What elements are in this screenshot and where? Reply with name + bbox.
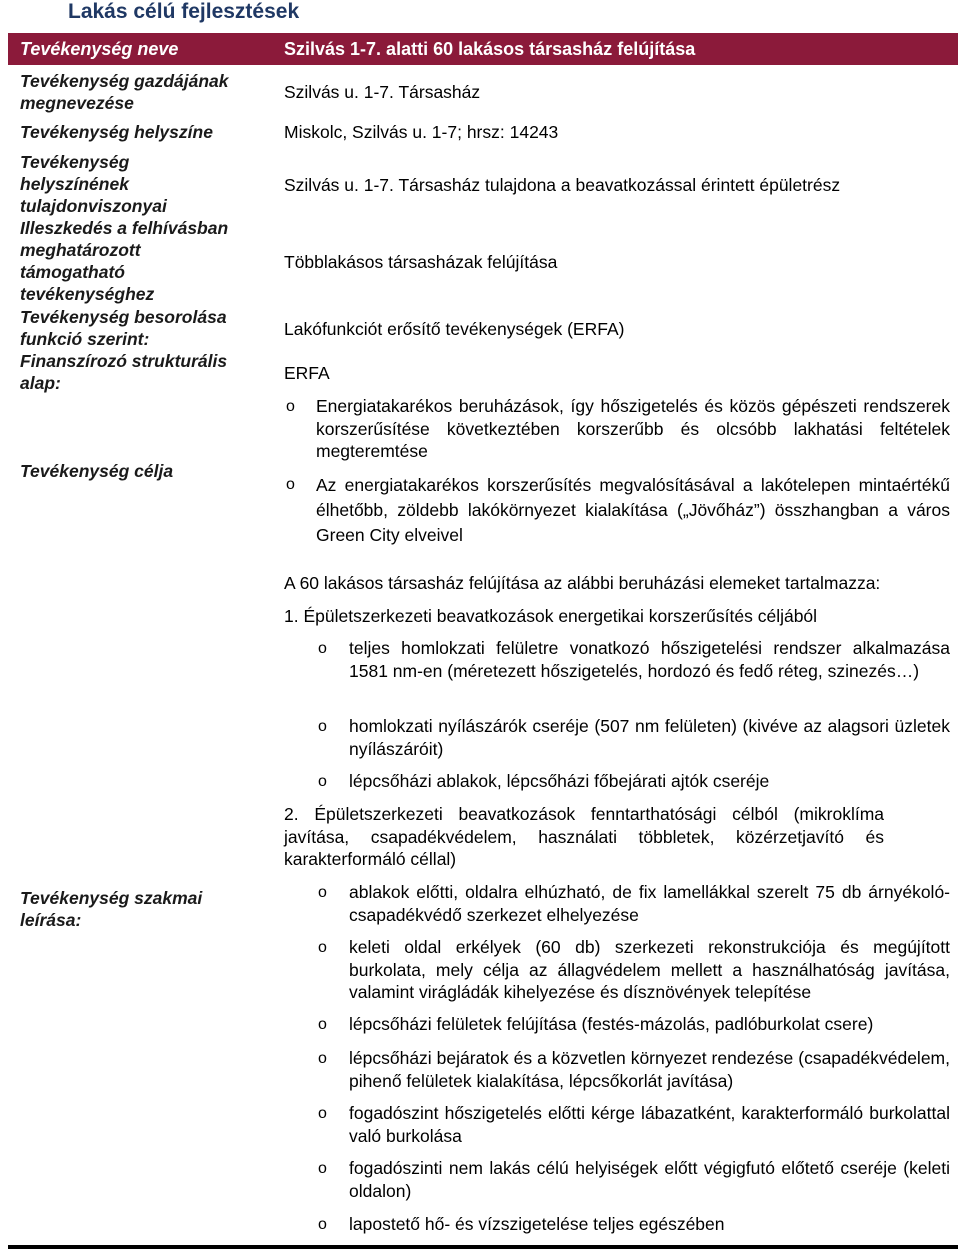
activity-name-value: Szilvás 1-7. alatti 60 lakásos társasház felújítása — [284, 39, 696, 59]
bullet-marker: o — [286, 476, 295, 493]
page-title: Lakás célú fejlesztések — [68, 0, 300, 23]
section-2-item: ablakok előtti, oldalra elhúzható, de fix lamellákkal szerelt 75 db árnyékoló-csapadékvédő szerkezet elhelyezése — [349, 882, 950, 925]
class-value: Lakófunkciót erősítő tevékenységek (ERFA) — [284, 319, 625, 339]
bullet-marker: o — [318, 939, 327, 956]
goal-bullet: Az energiatakarékos korszerűsítés megvalósításával a lakótelepen mintaértékű élhetőbb, zöldebb lakókörnyezet kialakítása („Jövőház”) összhangban a város Green City elveivel — [316, 475, 950, 545]
location-label: Tevékenység helyszíne — [20, 122, 213, 142]
section-2-title: 2. Épületszerkezeti beavatkozások fenntarthatósági célból (mikroklíma javítása, csapadékvédelem, használati többletek, közérzetjavító és karakterformáló céllal) — [284, 804, 884, 869]
bullet-marker: o — [318, 640, 327, 657]
bullet-marker: o — [318, 718, 327, 735]
desc-label-line-1: Tevékenység szakmai — [20, 888, 203, 908]
section-1-item: homlokzati nyílászárók cseréje (507 nm felületen) (kivéve az alagsori üzletek nyílászáróit) — [349, 716, 950, 759]
bullet-marker: o — [286, 398, 295, 415]
bottom-divider — [8, 1245, 958, 1249]
section-2-item: keleti oldal erkélyek (60 db) szerkezeti rekonstrukciója és megújított burkolata, mely célja az állagvédelem mellett a használhatóság javítása, valamint virágládák kihelyezése és dísznövények telepítése — [349, 937, 950, 1002]
section-2-item: lapostető hő- és vízszigetelése teljes egészében — [349, 1214, 725, 1234]
bullet-marker: o — [318, 884, 327, 901]
fund-label-line-2: alap: — [20, 373, 61, 393]
fit-label-line-4: tevékenységhez — [20, 284, 155, 304]
fund-value: ERFA — [284, 363, 330, 383]
class-label-line-2: funkció szerint: — [20, 329, 150, 349]
desc-label-line-2: leírása: — [20, 910, 82, 930]
ownership-label-line-3: tulajdonviszonyai — [20, 196, 167, 216]
fit-label-line-3: támogatható — [20, 262, 125, 282]
section-2-item: fogadószint hőszigetelés előtti kérge lábazatként, karakterformáló burkolattal való burkolása — [349, 1103, 950, 1146]
owner-value: Szilvás u. 1-7. Társasház — [284, 82, 481, 102]
section-2-item: lépcsőházi felületek felújítása (festés-mázolás, padlóburkolat csere) — [349, 1014, 874, 1034]
goal-bullet: Energiatakarékos beruházások, így hőszigetelés és közös gépészeti rendszerek korszerűsítése következtében korszerűbb és olcsóbb lakhatási feltételek megteremtése — [316, 396, 950, 461]
location-value: Miskolc, Szilvás u. 1-7; hrsz: 14243 — [284, 122, 559, 142]
goal-label: Tevékenység célja — [20, 461, 174, 481]
ownership-label-line-1: Tevékenység — [20, 152, 130, 172]
owner-label-line-2: megnevezése — [20, 93, 134, 113]
bullet-marker: o — [318, 1050, 327, 1067]
activity-name-label: Tevékenység neve — [20, 39, 179, 59]
fit-label-line-1: Illeszkedés a felhívásban — [20, 218, 229, 238]
fit-label-line-2: meghatározott — [20, 240, 141, 260]
description-intro: A 60 lakásos társasház felújítása az alábbi beruházási elemeket tartalmazza: — [284, 573, 881, 593]
section-1-item: teljes homlokzati felületre vonatkozó hőszigetelési rendszer alkalmazása 1581 nm-en (méretezett hőszigetelés, hordozó és fedő réteg, szinezés…) — [349, 638, 950, 681]
bullet-marker: o — [318, 1016, 327, 1033]
bullet-marker: o — [318, 1216, 327, 1233]
section-2-item: fogadószinti nem lakás célú helyiségek előtt végigfutó előtető cseréje (keleti oldalon) — [349, 1158, 950, 1201]
class-label-line-1: Tevékenység besorolása — [20, 307, 227, 327]
section-1-title: 1. Épületszerkezeti beavatkozások energetikai korszerűsítés céljából — [284, 606, 818, 626]
ownership-value: Szilvás u. 1-7. Társasház tulajdona a beavatkozással érintett épületrész — [284, 175, 841, 195]
fit-value: Többlakásos társasházak felújítása — [284, 252, 558, 272]
owner-label-line-1: Tevékenység gazdájának — [20, 71, 229, 91]
bullet-marker: o — [318, 1160, 327, 1177]
fund-label-line-1: Finanszírozó strukturális — [20, 351, 228, 371]
ownership-label-line-2: helyszínének — [20, 174, 129, 194]
bullet-marker: o — [318, 773, 327, 790]
section-2-item: lépcsőházi bejáratok és a közvetlen környezet rendezése (csapadékvédelem, pihenő felületek kialakítása, lépcsőkorlát javítása) — [349, 1048, 950, 1091]
bullet-marker: o — [318, 1105, 327, 1122]
section-1-item: lépcsőházi ablakok, lépcsőházi főbejárati ajtók cseréje — [349, 771, 770, 791]
activity-name-header — [8, 33, 958, 65]
